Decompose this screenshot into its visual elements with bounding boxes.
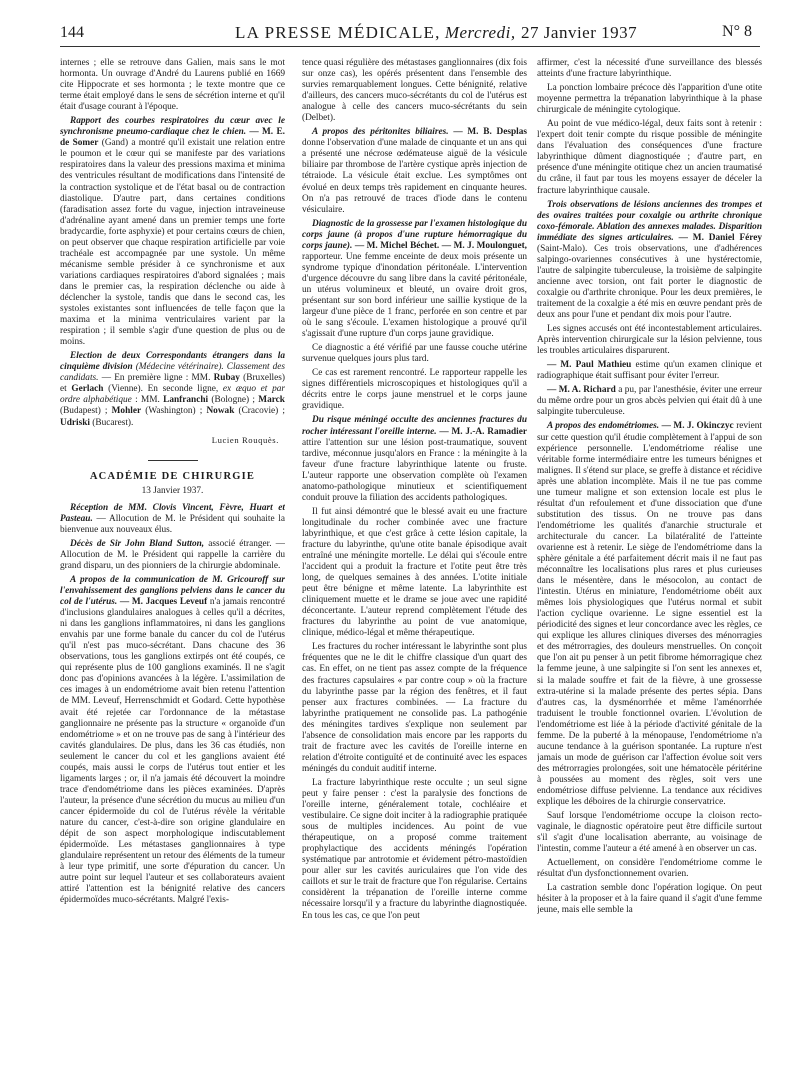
article-body: revient sur cette question qu'il étudie complètement à l'appui de son expérience personnelle. L'endométriome réalise une véritable forme intermédiaire entre les tumeurs bénignes et malignes. Il s'étend sur place, se greffe à distance et récidive après une ablation incomplète. Mais il ne tue pas comme une tumeur maligne et son extension locale est plus le résultat d'un refoulement et d'une dissociation que d'une substitution des tissus. On ne trouve pas dans l'endométriome les qualités d'anarchie structurale et architecturale du cancer. La bilatéralité de l'atteinte ovarienne est à retenir. Le siège de l'endométriome dans la sphère génitale a été parfaitement décrit mais il ne faut pas méconnaître les localisations plus rares et plus curieuses dans le mésentère, dans le mésocolon, au contact de l'intestin. Utérus en miniature, l'endométriome obéit aux mêmes lois physiologiques que l'utérus normal et subit l'action cyclique ovarienne. Le signe essentiel est la périodicité des signes et leur concordance avec les règles, ce qui explique les allures cliniques diverses des ménorragies et des métrorragies, des douleurs menstruelles. On conçoit que l'on ait pu penser à un petit fibrome hémorragique chez la femme jeune, à une salpingite si l'on sent les annexes et, si la malade souffre et fait de la fièvre, à une grossesse extra-utérine si la malade présente des pertes sépia. Dans d'autres cas, la dysménorrhée et même l'aménorrhée traduisent le trouble fonctionnel ovarien. L'évolution de l'endométriome est liée à la période d'activité génitale de la femme. De la puberté à la ménopause, l'endométriome n'a aucune tendance à la guérison spontanée. La rupture n'est jamais un mode de guérison car l'affection évolue soit vers des métrorragies prolongées, soit une hématocèle péritérine à poussées au moment des règles, soit vers une endométriose diffuse pelvienne. La tendance aux récidives explique les déboires de la chirurgie conservatrice.: [537, 421, 762, 808]
text-run: (Bologne) ;: [208, 395, 259, 406]
article-election: [60, 351, 285, 428]
article-corps-jaune: [302, 219, 527, 341]
page-header: [60, 22, 760, 47]
candidate-name: Nowak: [206, 406, 235, 417]
text-run: (Bruxelles) et: [60, 373, 285, 395]
candidate-name: Mohler: [111, 406, 142, 417]
article-title: Diagnostic de la grossesse par l'examen histologique du corps jaune (à propos d'une rupture hémorragique du corps jaune).: [302, 218, 527, 251]
article-title: Réception de MM. Clovis Vincent, Fèvre, Huart et Pasteau.: [60, 502, 285, 524]
text-run: (Washington) ;: [141, 406, 207, 417]
paragraph: Au point de vue médico-légal, deux faits sont à retenir : l'expert doit tenir compte du risque possible de méningite dans l'évaluation des conséquences d'une fracture labyrinthique dûment diagnostiquée ; d'autre part, en présence d'une méningite otitique chez un ancien traumatisé du crâne, il faut par tous les moyens essayer de déceler la fracture labyrinthique causale.: [537, 119, 762, 196]
paragraph: La fracture labyrinthique reste occulte ; un seul signe peut y faire penser : c'est la paralysie des fonctions de l'oreille interne, généralement totale, cochléaire et vestibulaire. Ce signe doit inciter à la radiographie pratiquée sous de multiples incidences. Au point de vue thérapeutique, on a proposé comme traitement prophylactique des accidents méningés l'opération systématique par antrotomie et évidement pétro-mastoïdien pour aller sur les cavités auriculaires que l'on vide des caillots et sur le trait de fracture que l'on régularise. Certains considèrent la trépanation de l'oreille interne comme nécessaire lorsqu'il y a fracture du labyrinthe diagnostiquée. En tous les cas, ce que l'on peut: [302, 777, 527, 921]
article-author: — M. Daniel Férey: [678, 232, 762, 243]
candidate-name: Marck: [258, 395, 285, 406]
journal-title-line: [235, 23, 637, 43]
section-heading: ACADÉMIE DE CHIRURGIE: [89, 470, 256, 482]
paragraph: tence quasi régulière des métastases ganglionnaires (dix fois sur onze cas), les opérés présentent dans l'ensemble des survies remarquablement longues. Cette bénignité, relative d'ailleurs, des cancers muco-sécrétants du col de l'utérus est analogue à celle des cancers muco-sécrétants du sein (Delbet).: [302, 58, 527, 124]
text-run: ex æquo et par ordre alphabétique: [60, 384, 285, 406]
text-run: (Vienne). En seconde ligne,: [103, 384, 223, 395]
article-title: Trois observations de lésions anciennes des trompes et des ovaires traitées pour coxalgie ou arthrite chronique coxo-fémorale. Ablation des annexes malades. Disparition immédiate des signes articulaires.: [537, 199, 762, 243]
paragraph: Les signes accusés ont été incontestablement articulaires. Après intervention chirurgicale sur la lésion pelvienne, tous les troubles articulaires disparurent.: [537, 324, 762, 357]
paragraph: Les fractures du rocher intéressant le labyrinthe sont plus fréquentes que ne le dit le chiffre classique d'un quart des cas. En effet, on ne tient pas assez compte de la fréquence des fractures capsulaires « par contre coup » où la fracture du labyrinthe passe par la région des fenêtres, et il faut penser aux fractures combinées. — La fracture du labyrinthe pratiquement ne consolide pas. La pathogénie des méningites tardives s'explique non seulement par l'absence de consolidation mais encore par les rapports du trait de fracture avec les cavités de l'oreille interne en relation d'étroite contiguïté et de continuité avec les espaces méningés du conduit auditif interne.: [302, 642, 527, 774]
page-number: 144: [60, 24, 84, 41]
article-title: Election de deux Correspondants étrangers dans la cinquième division: [60, 351, 285, 373]
article-body: n'a jamais rencontré d'inclusions glandulaires analogues à celles qu'il a décrites, ni dans les ganglions inflammatoires, ni dans les ganglions envahis par une forme banale du cancer du col de l'utérus qu'il n'est pas muco-sécrétant. Dans chacune des 36 observations, tous les ganglions extirpés ont été coupés, ce qui représente plus de 100 ganglions examinés. Il ne s'agit donc pas d'opinions avancées à la légère. L'assimilation de ces images à un endométriome avait bien retenu l'attention de MM. Leveuf, Herrenschmidt et Godard. Cette hypothèse avait été rejetée car l'ordonnance de la métastase ganglionnaire ne présente pas la structure « organoïde d'un endométriome » et on ne trouve pas de sang à l'intérieur des cavités glandulaires. De plus, dans les 36 cas étudiés, non seulement le cancer du col et les ganglions avaient été coupés, mais aussi le corps de l'utérus tout entier et les ligaments larges ; or, il n'a jamais été découvert la moindre trace d'endométriome dans les pièces examinées. D'après l'auteur, la présence d'une sécrétion du mucus au milieu d'un cancer épidermoïde du col de l'utérus révèle la véritable nature du cancer, c'est-à-dire son origine glandulaire en dépit de son aspect morphologique indiscutablement épidermoïde. Les métastases ganglionnaires à type glandulaire représentent un retour des éléments de la tumeur à leur type primitif, une sorte d'épuration du cancer. Un autre point sur lequel l'auteur et ses collaborateurs avaient attiré l'attention est la bénignité relative des cancers épidermoïdes muco-sécrétants. Malgré l'exis-: [60, 597, 285, 906]
article-author: — M. Paul Mathieu: [547, 360, 632, 371]
article-title-suffix: (Médecine vétérinaire).: [132, 362, 224, 373]
article-body: donne l'observation d'une malade de cinquante et un ans qui a présenté une nécrose œdémateuse aiguë de la vésicule biliaire par thrombose de l'artère cystique après injection de tétraiode. La vésicule était exclue. Les symptômes ont évolué en deux temps très rapidement en cinquante heures. On n'a pas retrouvé de traces d'iode dans le contenu vésiculaire.: [302, 138, 527, 215]
paragraph: [537, 360, 762, 382]
column-2: [302, 58, 527, 1068]
journal-name: LA PRESSE MÉDICALE: [235, 23, 436, 42]
article-respiratory-curves: [60, 116, 285, 348]
section-divider: [148, 460, 198, 461]
text-run: estime qu'un examen clinique et radiographique était suffisant pour éviter l'erreur.: [537, 360, 762, 382]
text-run: — En première ligne : MM.: [98, 373, 214, 384]
article-title: Rapport des courbes respiratoires du cœur avec le synchronisme pneumo-cardiaque chez le chien.: [60, 116, 285, 138]
article-title: A propos des endométriomes.: [547, 421, 660, 432]
paragraph: internes ; elle se retrouve dans Galien, mais sans le mot hormonta. Un ouvrage d'André du Laurens publié en 1669 cite Hippocrate et ses hormonta ; le texte montre que ce terme était employé dans le sens de sécrétion interne et qu'il était d'usage courant à l'époque.: [60, 58, 285, 113]
article-body: (Saint-Malo). Ces trois observations, une d'adhérences salpingo-ovariennes consécutives à une hystérectomie, l'autre de salpingite tuberculeuse, la troisième de salpingite ancienne avec torsion, ont fait porter le diagnostic de coxalgie ou d'arthrite chronique. Pour les deux premières, le traitement de la coxalgie a été mis en œuvre pendant près de deux ans pour l'une et pendant dix mois pour l'autre.: [537, 243, 762, 321]
article-author: — M. J. Okinczyc: [661, 421, 734, 432]
candidate-name: Lanfranchi: [163, 395, 209, 406]
text-run: a pu, par l'anesthésie, éviter une erreur du même ordre pour un gros abcès pelvien qui était dû à une salpingite tuberculeuse.: [537, 385, 762, 418]
article-author: — M. E. de Somer: [60, 127, 285, 149]
article-body: attire l'attention sur une lésion post-traumatique, souvent tardive, méconnue jusqu'alors en France : la méningite à la faveur d'une fracture labyrinthique latente ou fruste. L'auteur rapporte une observation complète où l'examen anatomo-pathologique minutieux et scientifiquement conduit prouve la filiation des accidents pathologiques.: [302, 437, 527, 503]
candidate-name: Rubay: [213, 373, 240, 384]
article-peritonites: [302, 127, 527, 215]
session-date: 13 Janvier 1937.: [141, 485, 204, 496]
text-run: (Budapest) ;: [60, 406, 112, 417]
text-run: : MM.: [131, 395, 164, 406]
paragraph: [537, 385, 762, 418]
paragraph: Ce diagnostic a été vérifié par une fausse couche utérine survenue quelques jours plus tard.: [302, 343, 527, 365]
paragraph: La castration semble donc l'opération logique. On peut hésiter à la proposer et à la faire quand il s'agit d'une femme jeune, mais elle semble la: [537, 883, 762, 916]
paragraph: La ponction lombaire précoce dès l'apparition d'une otite moyenne permettra la trépanation labyrinthique à la phase chirurgicale de méningite cytologique.: [537, 83, 762, 116]
classement-label: Classement des candidats.: [60, 362, 285, 384]
article-body: associé étranger. — Allocution de M. le Président qui rappelle la carrière du grand disparu, un des pionniers de la chirurgie abdominale.: [60, 538, 285, 571]
column-1: [60, 58, 285, 1068]
article-trompes-ovaires: [537, 200, 762, 322]
article-risque-meninge: [302, 415, 527, 503]
issue-day: Mercredi,: [444, 23, 516, 42]
article-title: Du risque méningé occulte des anciennes fractures du rocher intéressant l'oreille interne.: [302, 415, 527, 437]
issue-date: 27 Janvier 1937: [521, 23, 638, 42]
article-body: (Gand) a montré qu'il existait une relation entre le poumon et le cœur qui se manifeste par des variations respiratoires dans la valeur des pressions maxima et minima des ventricules résultant de modifications dans l'intensité de la contraction systolique et de l'état basal ou de contraction diastolique. D'autre part, dans certaines conditions (faradisation assez forte du vague, injection intraveineuse d'adrénaline ayant amené dans un premier temps une forte bradycardie, forte asphyxie) et pour certains cœurs de chien, on peut observer que chaque respiration artificielle par voie trachéale est accompagnée par une systole. Un même mécanisme semble présider à ce synchronisme et aux variations cardiaques respiratoires d'abord signalées ; mais dans le premier cas, la respiration déclenche ou aide à déclencher la systole, tandis que dans le second cas, les systoles existantes sont influencées de telle façon que la maxima et la minima ventriculaires varient par la respiration ; il semble s'agir d'une question de plus ou de moins.: [60, 138, 285, 348]
paragraph: Sauf lorsque l'endométriome occupe la cloison recto-vaginale, le diagnostic opératoire peut être difficile surtout s'il s'agit d'une localisation aberrante, au voisinage de l'intestin, comme l'auteur a été amené à en observer un cas.: [537, 811, 762, 855]
column-3: [537, 58, 762, 1068]
paragraph: Ce cas est rarement rencontré. Le rapporteur rappelle les signes différentiels microscopiques et histologiques qu'il a décrits entre le corps jaune menstruel et le corps jaune gravidique.: [302, 368, 527, 412]
article-body: rapporteur. Une femme enceinte de deux mois présente un syndrome typique d'inondation péritonéale. L'intervention d'urgence découvre du sang libre dans la cavité péritonéale, un utérus volumineux et bleuté, un ovaire droit gros, présentant sur son bord inférieur une saillie kystique de la largeur d'une pièce de 1 franc, perforée en son centre et par où le sang s'écoule. L'examen histologique a prouvé qu'il s'agissait d'une rupture d'un corps jaune gravidique.: [302, 251, 527, 340]
article-author: — M. J.-A. Ramadier: [439, 426, 527, 437]
article-author: — M. A. Richard: [547, 385, 616, 396]
issue-number: N° 8: [722, 23, 752, 40]
article-title: A propos des péritonites biliaires.: [312, 127, 449, 138]
article-body: — Allocution de M. le Président qui souhaite la bienvenue aux nouveaux élus.: [60, 513, 285, 535]
title-separator: ,: [435, 23, 440, 42]
article-reception: [60, 503, 285, 536]
author-signature: Lucien Rouquès.: [211, 434, 279, 445]
paragraph: Actuellement, on considère l'endométriome comme le résultat d'un dysfonctionnement ovarien.: [537, 858, 762, 880]
paragraph: Il fut ainsi démontré que le blessé avait eu une fracture longitudinale du rocher combinée avec une fracture labyrinthique, et que c'est grâce à cette lésion capitale, la fracture du labyrinthe, qu'une otite banale épisodique avait entraîné une méningite mortelle. Le délai qui s'écoule entre l'accident qui a produit la fracture et l'otite peut être très long, de quelques semaines à des années. L'otite initiale peut être bénigne et même latente. La labyrinthite est cliniquement muette et le drame se joue avec une rapidité déconcertante. L'auteur reprend complètement l'étude des fractures du labyrinthe au point de vue anatomique, clinique, médico-légal et même thérapeutique.: [302, 506, 527, 639]
article-author: — M. Michel Béchet. — M. J. Moulonguet,: [354, 240, 527, 251]
article-author: — M. B. Desplas: [453, 127, 527, 138]
candidate-name: Gerlach: [71, 384, 104, 395]
text-run: (Cracovie) ;: [234, 406, 285, 417]
paragraph: affirmer, c'est la nécessité d'une surveillance des blessés atteints d'une fracture labyrinthique.: [537, 58, 762, 80]
article-deces: [60, 539, 285, 572]
article-gricouroff: [60, 575, 285, 906]
candidate-name: Udriski: [60, 417, 90, 428]
text-run: (Bucarest).: [89, 417, 134, 428]
article-endometriomes: [537, 421, 762, 808]
article-author: — M. Jacques Leveuf: [119, 597, 208, 608]
article-title: A propos de la communication de M. Gricouroff sur l'envahissement des ganglions pelviens dans le cancer du col de l'utérus.: [60, 574, 285, 608]
article-title: Décès de Sir John Bland Sutton,: [70, 538, 205, 549]
